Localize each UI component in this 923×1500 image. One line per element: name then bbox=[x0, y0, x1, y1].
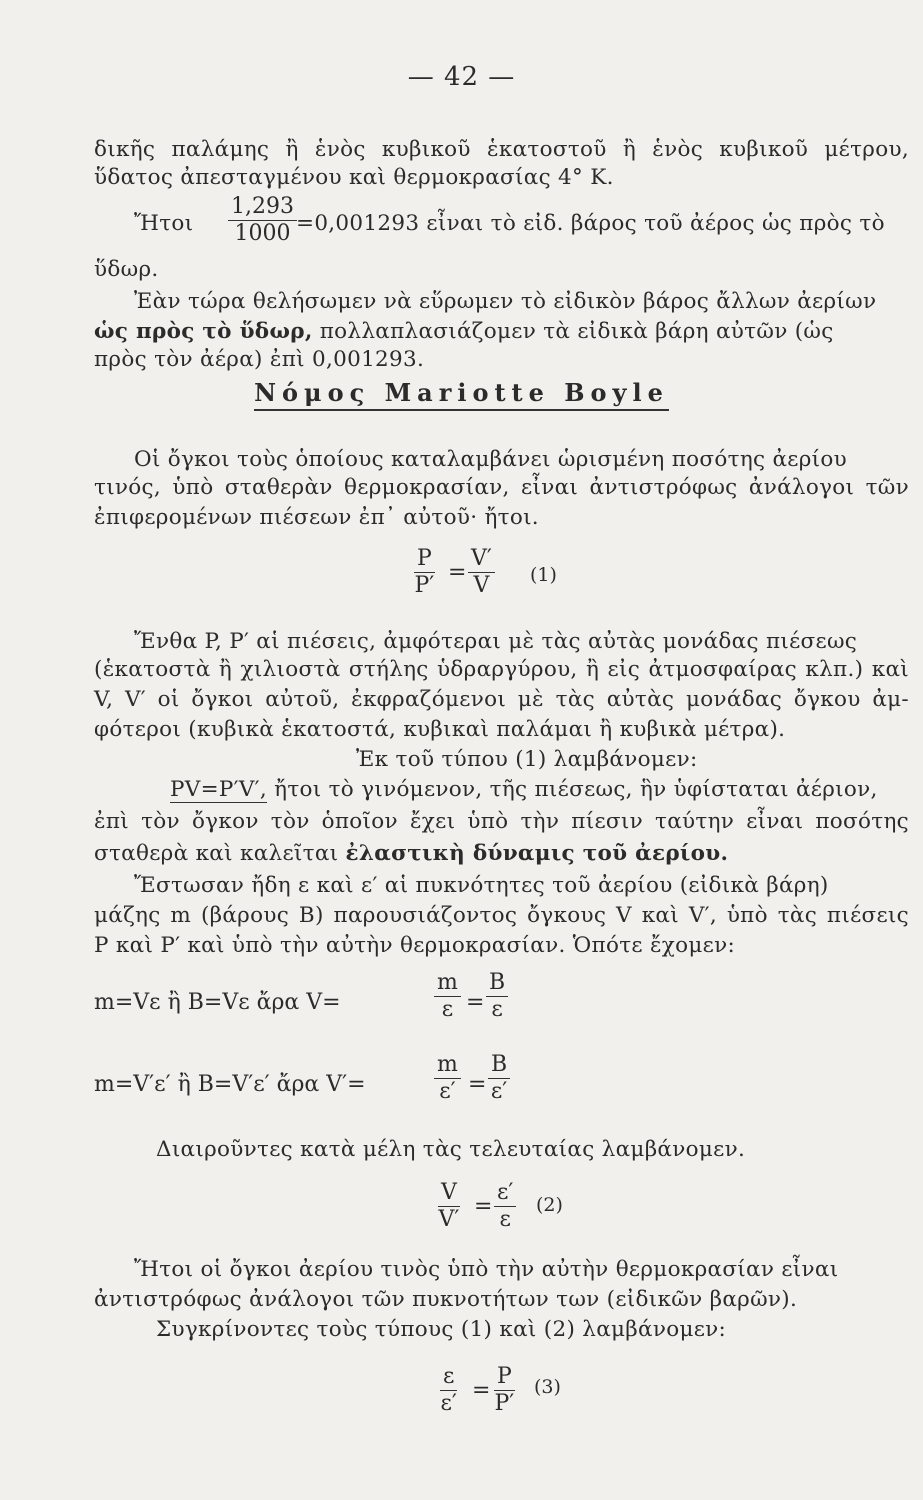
fraction-denominator: 1000 bbox=[234, 221, 291, 246]
equals-sign: = bbox=[448, 560, 467, 585]
fraction bbox=[438, 1180, 460, 1233]
section-heading bbox=[0, 378, 923, 407]
fraction bbox=[228, 194, 297, 247]
equation-label: (2) bbox=[536, 1194, 563, 1216]
fraction-numerator: B bbox=[488, 1052, 510, 1079]
fraction-denominator: P′ bbox=[494, 1391, 515, 1416]
text-line: Ἐκ τοῦ τύπου (1) λαμβάνομεν: bbox=[356, 747, 698, 772]
equals-sign: = bbox=[472, 1378, 491, 1403]
text-line: φότεροι (κυβικὰ ἑκατοστά, κυβικαὶ παλάμαι ἢ κυβικὰ μέτρα). bbox=[94, 717, 786, 742]
equation-text: m=V′ε′ ἢ B=V′ε′ ἄρα V′= bbox=[94, 1072, 366, 1097]
text-line: ἐπιφερομένων πιέσεων ἐπ᾽ αὐτοῦ· ἤτοι. bbox=[94, 505, 539, 530]
fraction-numerator: 1,293 bbox=[228, 194, 297, 221]
text-line bbox=[170, 776, 878, 804]
fraction-denominator: ε′ bbox=[439, 1079, 456, 1104]
fraction bbox=[468, 546, 495, 599]
equation-label: (1) bbox=[530, 564, 557, 586]
text-line bbox=[94, 318, 834, 346]
fraction-numerator: B bbox=[486, 970, 508, 997]
equals-sign: = bbox=[466, 990, 485, 1015]
fraction-denominator: ε bbox=[491, 997, 503, 1022]
fraction bbox=[494, 1180, 516, 1233]
text-span: σταθερὰ καὶ καλεῖται bbox=[94, 841, 346, 866]
bold-phrase: ἐλαστικὴ δύναμις τοῦ ἀερίου. bbox=[345, 841, 729, 866]
fraction bbox=[434, 1052, 461, 1105]
equals-sign: = bbox=[474, 1194, 493, 1219]
bold-phrase: ὡς πρὸς τὸ ὕδωρ, bbox=[94, 319, 313, 344]
fraction-numerator: m bbox=[434, 970, 461, 997]
fraction-denominator: V′ bbox=[438, 1207, 460, 1232]
text-line: ἀντιστρόφως ἀνάλογοι τῶν πυκνοτήτων των (εἰδικῶν βαρῶν). bbox=[94, 1287, 798, 1312]
formula: PV=P′V′, bbox=[170, 777, 267, 802]
text-line: τινός, ὑπὸ σταθερὰν θερμοκρασίαν, εἶναι ἀντιστρόφως ἀνάλογοι τῶν bbox=[94, 475, 909, 500]
equation-label: (3) bbox=[534, 1376, 561, 1398]
page-number: — 42 — bbox=[407, 62, 516, 92]
text-span: πολλαπλασιάζομεν τὰ εἰδικὰ βάρη αὐτῶν (ὡς bbox=[312, 319, 834, 344]
text-line: ὕδωρ. bbox=[94, 257, 159, 282]
fraction-numerator: ε bbox=[440, 1364, 457, 1391]
fraction-numerator: P bbox=[414, 546, 435, 573]
fraction-denominator: ε bbox=[499, 1207, 511, 1232]
text-line bbox=[94, 164, 614, 192]
text-line: Ἤτοι οἱ ὄγκοι ἀερίου τινὸς ὑπὸ τὴν αὐτὴν θερμοκρασίαν εἶναι bbox=[134, 1257, 839, 1282]
fraction bbox=[440, 1364, 457, 1417]
fraction-denominator: ε′ bbox=[490, 1079, 508, 1104]
text-line: δικῆς παλάμης ἢ ἑνὸς κυβικοῦ ἑκατοστοῦ ἢ ἑνὸς κυβικοῦ μέτρου, bbox=[94, 137, 909, 162]
fraction bbox=[414, 546, 435, 599]
fraction-denominator: ε bbox=[441, 997, 454, 1022]
text-line: Οἱ ὄγκοι τοὺς ὁποίους καταλαμβάνει ὡρισμένη ποσότης ἀερίου bbox=[134, 447, 848, 472]
text-line: πρὸς τὸν ἀέρα) ἐπὶ 0,001293. bbox=[94, 347, 425, 372]
text-span: ὕδατος ἀπεσταγμένου καὶ θερμοκρασίας 4° Κ. bbox=[94, 165, 614, 190]
fraction-denominator: P′ bbox=[414, 573, 435, 598]
fraction-numerator: ε′ bbox=[494, 1180, 516, 1207]
text-line bbox=[94, 840, 728, 868]
text-line: P καὶ P′ καὶ ὑπὸ τὴν αὐτὴν θερμοκρασίαν. Ὁπότε ἔχομεν: bbox=[94, 933, 736, 958]
text-line: =0,001293 εἶναι τὸ εἰδ. βάρος τοῦ ἀέρος ὡς πρὸς τὸ bbox=[296, 211, 885, 236]
fraction bbox=[488, 1052, 510, 1105]
text-line: Συγκρίνοντες τοὺς τύπους (1) καὶ (2) λαμβάνομεν: bbox=[156, 1317, 727, 1342]
fraction bbox=[434, 970, 461, 1023]
heading-text: Νόμος Mariotte Boyle bbox=[254, 378, 669, 411]
fraction-numerator: V′ bbox=[468, 546, 495, 573]
fraction-denominator: V bbox=[473, 573, 490, 598]
text-line: (ἑκατοστὰ ἢ χιλιοστὰ στήλης ὑδραργύρου, ἢ εἰς ἀτμοσφαίρας κλπ.) καὶ bbox=[94, 657, 909, 682]
fraction-numerator: P bbox=[494, 1364, 515, 1391]
equals-sign: = bbox=[468, 1072, 487, 1097]
equation-text: m=Vε ἢ B=Vε ἄρα V= bbox=[94, 990, 341, 1015]
text-line: Διαιροῦντες κατὰ μέλη τὰς τελευταίας λαμβάνομεν. bbox=[156, 1137, 746, 1162]
text-line: ἐπὶ τὸν ὄγκον τὸν ὁποῖον ἔχει ὑπὸ τὴν πίεσιν ταύτην εἶναι ποσότης bbox=[94, 809, 909, 834]
fraction-denominator: ε′ bbox=[440, 1391, 457, 1416]
text-line: V, V′ οἱ ὄγκοι αὐτοῦ, ἐκφραζόμενοι μὲ τὰς αὐτὰς μονάδας ὄγκου ἀμ- bbox=[94, 687, 909, 712]
text-line: Ἤτοι bbox=[134, 211, 194, 236]
fraction-numerator: V bbox=[438, 1180, 460, 1207]
text-line: Ἔστωσαν ἤδη ε καὶ ε′ αἱ πυκνότητες τοῦ ἀερίου (εἰδικὰ βάρη) bbox=[134, 873, 829, 898]
text-line: μάζης m (βάρους B) παρουσιάζοντος ὄγκους V καὶ V′, ὑπὸ τὰς πιέσεις bbox=[94, 903, 909, 928]
text-line: Ἔνθα P, P′ αἱ πιέσεις, ἀμφότεραι μὲ τὰς αὐτὰς μονάδας πιέσεως bbox=[134, 629, 858, 654]
text-span: ἤτοι τὸ γινόμενον, τῆς πιέσεως, ἣν ὑφίσταται ἀέριον, bbox=[267, 777, 878, 802]
fraction bbox=[494, 1364, 515, 1417]
fraction-numerator: m bbox=[434, 1052, 461, 1079]
fraction bbox=[486, 970, 508, 1023]
text-line: Ἐὰν τώρα θελήσωμεν νὰ εὕρωμεν τὸ εἰδικὸν βάρος ἄλλων ἀερίων bbox=[134, 289, 877, 314]
